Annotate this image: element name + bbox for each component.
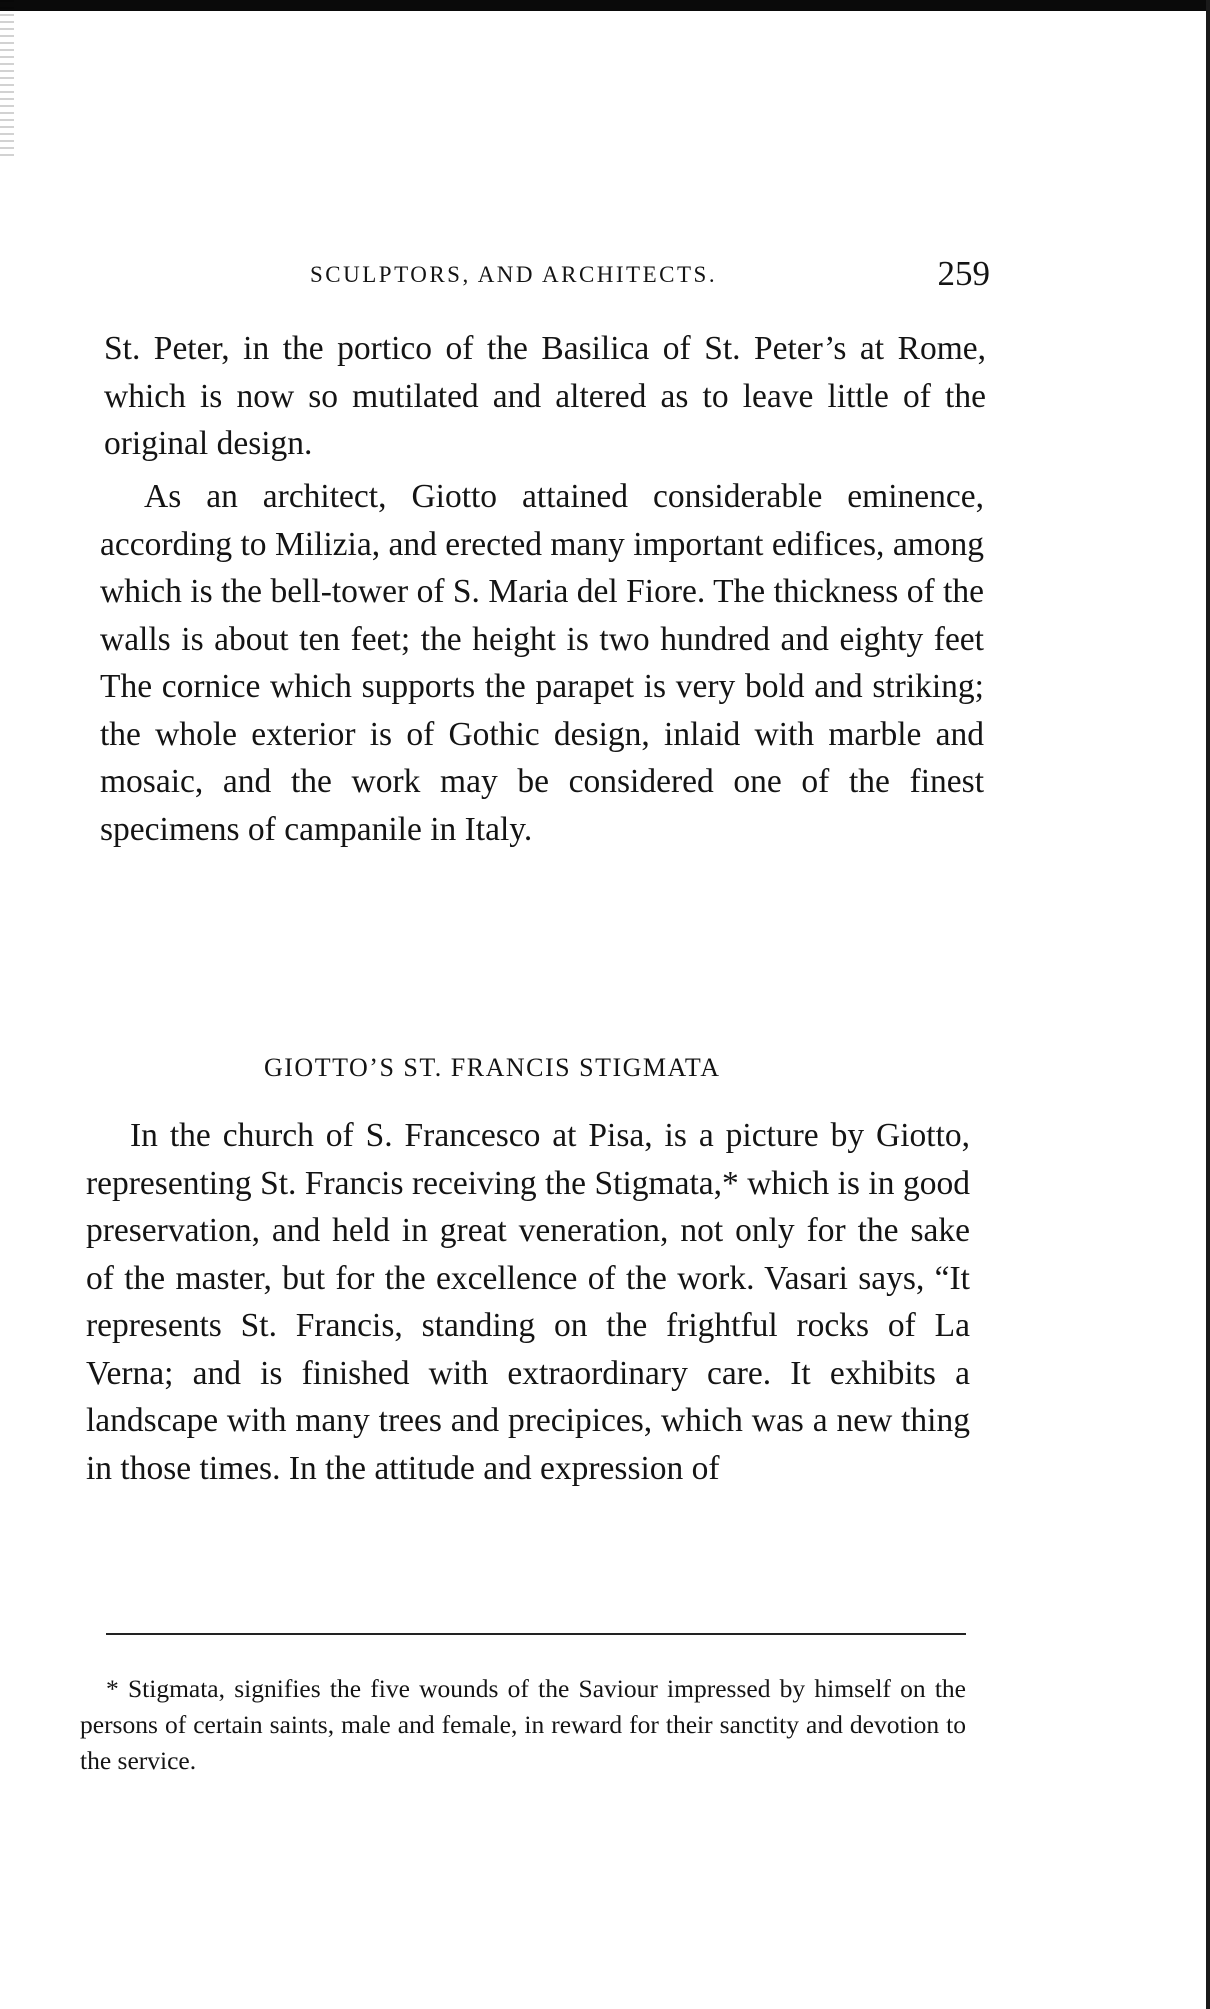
footnote: * Stigmata, signifies the five wounds of the Saviour impressed by himself on the persons of certain saints, male and female, in reward for their sanctity and devotion to the service. [80,1674,966,1775]
scan-edge-speckle [0,0,14,160]
top-edge-rule [0,0,1210,11]
footnote-divider [106,1633,966,1635]
running-head [102,254,990,298]
paragraph-architect: As an architect, Giotto attained considerable eminence, according to Milizia, and erected many important edifices, among which is the bell-tower of S. Maria del Fiore. The thickness of the walls is about ten feet; the height is two hundred and eighty feet The cornice which supports the parapet is very bold and striking; the whole exterior is of Gothic design, inlaid with marble and mosaic, and the work may be considered one of the finest specimens of campanile in Italy. [100,478,984,848]
section-heading: GIOTTO’S ST. FRANCIS STIGMATA [264,1053,721,1082]
page-number: 259 [937,254,990,293]
paragraph-stigmata: In the church of S. Francesco at Pisa, is a picture by Giotto, representing St. Francis receiving the Stigmata,* which is in good preservation, and held in great veneration, not only for the sake of the master, but for the excellence of the work. Vasari says, “It represents St. Francis, standing on the frightful rocks of La Verna; and is finished with extraordinary care. It exhibits a landscape with many trees and precipices, which was a new thing in those times. In the attitude and expression of [86,1117,970,1487]
paragraph-continuation: St. Peter, in the portico of the Basilica of St. Peter’s at Rome, which is now so mutilated and altered as to leave little of the original design. [104,330,986,462]
right-page-edge [1206,0,1210,2009]
running-title: SCULPTORS, AND ARCHITECTS. [310,262,718,287]
